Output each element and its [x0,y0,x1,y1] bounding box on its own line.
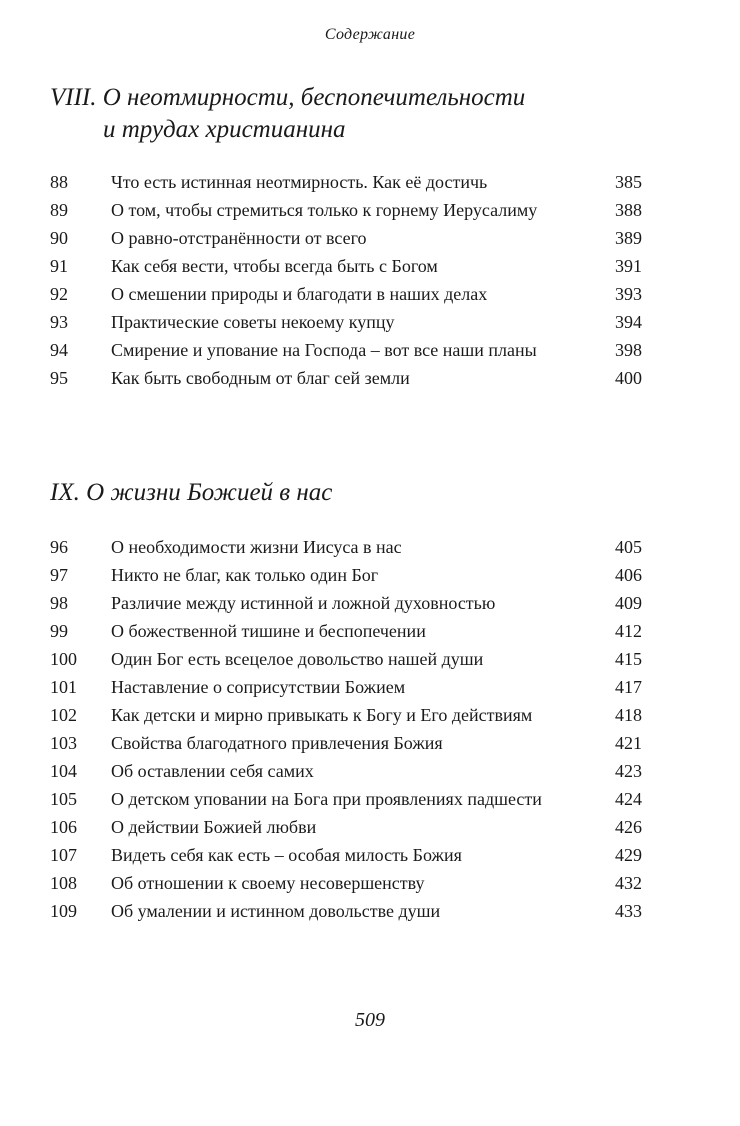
toc-entry-number: 96 [50,537,68,557]
toc-entry-title: Различие между истинной и ложной духовностью [111,593,496,613]
toc-entry-number: 104 [50,761,77,781]
toc-entry-title: Наставление о соприсутствии Божием [111,677,406,697]
toc-entry-number: 103 [50,733,77,753]
toc-entry-page: 415 [615,649,642,669]
toc-entry-title: О том, чтобы стремиться только к горнему Иерусалиму [111,200,538,220]
toc-entry-title: Что есть истинная неотмирность. Как её достичь [111,172,488,192]
page-number: 509 [355,1009,385,1031]
toc-entry-page: 393 [615,284,642,304]
toc-entry-number: 92 [50,284,68,304]
toc-entry-number: 108 [50,873,77,893]
toc-entry-page: 394 [615,312,642,332]
toc-entry-number: 99 [50,621,68,641]
toc-entry-number: 107 [50,845,77,865]
toc-entry [50,589,642,617]
toc-entry-number: 102 [50,705,77,725]
toc-entry-number: 97 [50,565,68,585]
toc-entry-page: 424 [615,789,642,809]
toc-entry-title: О детском уповании на Бога при проявлениях падшести [111,789,542,809]
toc-entry [50,841,642,869]
toc-entry [50,869,642,897]
toc-entry-number: 106 [50,817,77,837]
toc-entry [50,701,642,729]
toc-entry [50,308,642,336]
toc-entry-number: 89 [50,200,68,220]
toc-entry [50,785,642,813]
toc-entry-page: 433 [615,901,642,921]
toc-entry [50,252,642,280]
toc-entry-title: Видеть себя как есть – особая милость Божия [111,845,462,865]
toc-entry [50,224,642,252]
toc-entry-page: 409 [615,593,642,613]
toc-entry [50,645,642,673]
toc-entry-title: Как себя вести, чтобы всегда быть с Богом [111,256,438,276]
toc-entry [50,533,642,561]
toc-entry-title: Как детски и мирно привыкать к Богу и Его действиям [111,705,533,725]
toc-entry-number: 98 [50,593,68,613]
toc-entry-number: 91 [50,256,68,276]
toc-entry-page: 406 [615,565,642,585]
toc-entry-page: 418 [615,705,642,725]
toc-entries-viii [50,168,642,392]
section-title-ix [50,477,332,509]
toc-entry-title: Об оставлении себя самих [111,761,314,781]
toc-entry-title: О смешении природы и благодати в наших делах [111,284,488,304]
toc-entry-number: 105 [50,789,77,809]
toc-entry-page: 429 [615,845,642,865]
toc-entry-number: 95 [50,368,68,388]
toc-entry [50,336,642,364]
toc-entry-number: 88 [50,172,68,192]
toc-entry-title: Смирение и упование на Господа – вот все наши планы [111,340,537,360]
toc-entry-number: 94 [50,340,68,360]
toc-entry-page: 391 [615,256,642,276]
toc-entry-page: 426 [615,817,642,837]
toc-entry [50,168,642,196]
toc-entry-number: 90 [50,228,68,248]
toc-entry-page: 405 [615,537,642,557]
toc-entry-title: О необходимости жизни Иисуса в нас [111,537,402,557]
toc-entry-title: Об отношении к своему несовершенству [111,873,425,893]
toc-entry-title: Об умалении и истинном довольстве души [111,901,441,921]
toc-entry-page: 400 [615,368,642,388]
toc-entry-page: 423 [615,761,642,781]
toc-entry-title: Один Бог есть всецелое довольство нашей души [111,649,484,669]
toc-entry-title: О равно-отстранённости от всего [111,228,367,248]
toc-entries-ix [50,533,642,925]
toc-entry-title: Как быть свободным от благ сей земли [111,368,410,388]
toc-entry-page: 432 [615,873,642,893]
toc-entry-number: 93 [50,312,68,332]
toc-entry-number: 109 [50,901,77,921]
toc-entry [50,280,642,308]
running-head: Содержание [324,26,416,43]
toc-entry-title: Никто не благ, как только один Бог [111,565,379,585]
toc-entry-page: 417 [615,677,642,697]
toc-entry-page: 412 [615,621,642,641]
toc-entry [50,673,642,701]
section-title-line: VIII. О неотмирности, беспопечительности [50,84,526,111]
toc-entry [50,813,642,841]
toc-entry [50,364,642,392]
toc-entry [50,897,642,925]
toc-entry-number: 101 [50,677,77,697]
section-title-line: и трудах христианина [103,116,346,143]
toc-entry-page: 388 [615,200,642,220]
toc-entry [50,617,642,645]
toc-entry [50,561,642,589]
toc-entry [50,196,642,224]
toc-entry-title: О божественной тишине и беспопечении [111,621,426,641]
toc-entry-title: О действии Божией любви [111,817,317,837]
toc-entry-page: 389 [615,228,642,248]
toc-entry-title: Свойства благодатного привлечения Божия [111,733,443,753]
toc-entry [50,757,642,785]
toc-entry-page: 385 [615,172,642,192]
section-title-viii [50,82,525,146]
toc-entry-number: 100 [50,649,77,669]
toc-entry-title: Практические советы некоему купцу [111,312,395,332]
toc-entry-page: 421 [615,733,642,753]
toc-entry-page: 398 [615,340,642,360]
toc-entry [50,729,642,757]
section-title-line: IX. О жизни Божией в нас [50,479,333,506]
